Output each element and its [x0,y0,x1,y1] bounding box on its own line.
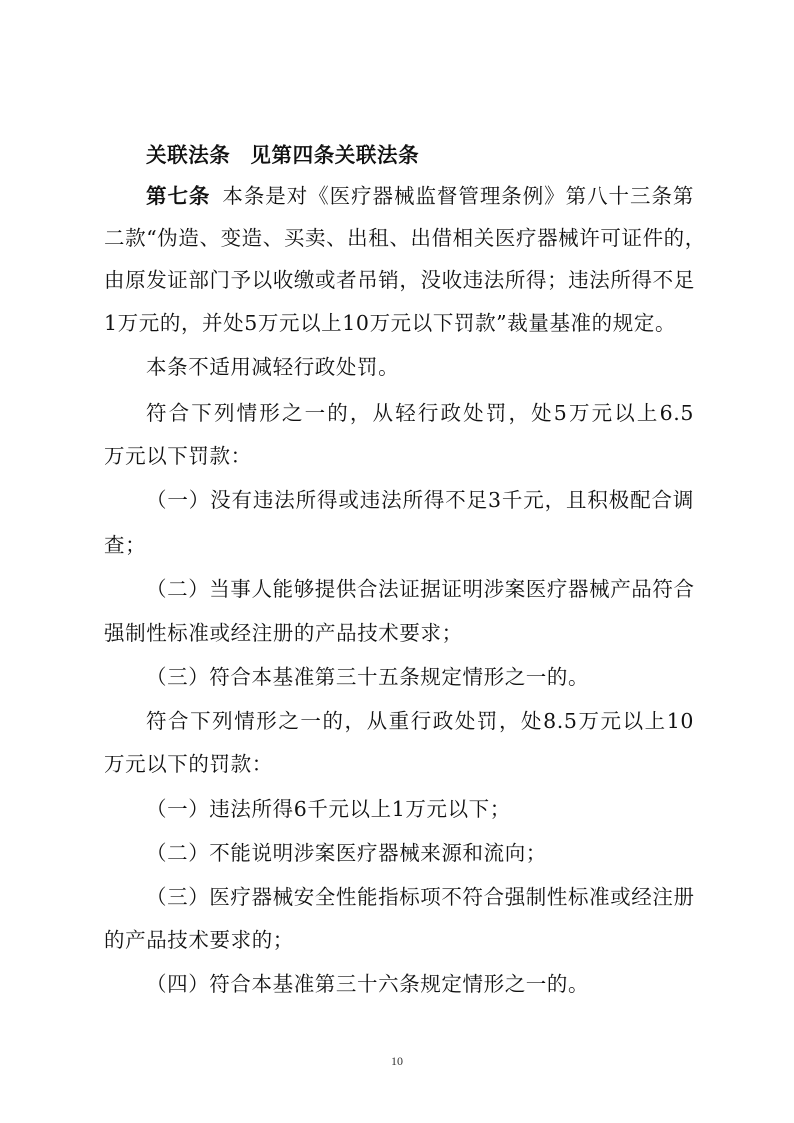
heavy-item-3-line-1: （三）医疗器械安全性能指标项不符合强制性标准或经注册 [146,885,695,909]
not-applicable-line: 本条不适用减轻行政处罚。 [146,355,400,379]
light-item-2-line-1: （二）当事人能够提供合法证据证明涉案医疗器械产品符合 [146,577,695,601]
light-intro-line-1: 符合下列情形之一的，从轻行政处罚，处5万元以上6.5 [146,401,694,425]
light-item-2-line-2: 强制性标准或经注册的产品技术要求； [104,621,463,645]
related-articles-line [146,140,736,170]
heavy-intro-line-1: 符合下列情形之一的，从重行政处罚，处8.5万元以上10 [146,709,694,733]
article-7-line-2: 二款“伪造、变造、买卖、出租、出借相关医疗器械许可证件的， [104,226,706,250]
article-7-label: 第七条 [146,184,211,208]
light-item-1-line-1: （一）没有违法所得或违法所得不足3千元，且积极配合调 [146,488,694,512]
light-intro-line-2: 万元以下罚款： [104,444,252,468]
page-number: 10 [391,1054,403,1068]
article-7-text-1: 本条是对《医疗器械监督管理条例》第八十三条第 [222,184,694,208]
heavy-item-1-line: （一）违法所得6千元以上1万元以下； [146,797,511,821]
heavy-item-3-line-2: 的产品技术要求的； [104,928,294,952]
heavy-item-2-line: （二）不能说明涉案医疗器械来源和流向； [146,841,547,865]
article-7-line-1 [146,181,694,211]
heavy-item-4-line: （四）符合本基准第三十六条规定情形之一的。 [146,972,590,996]
related-articles-label: 关联法条 [146,143,231,167]
light-item-1-line-2: 查； [104,533,147,557]
article-7-line-3: 由原发证部门予以收缴或者吊销，没收违法所得；违法所得不足 [104,268,695,292]
heavy-intro-line-2: 万元以下的罚款： [104,752,273,776]
related-articles-text: 见第四条关联法条 [250,143,420,167]
light-item-3-line: （三）符合本基准第三十五条规定情形之一的。 [146,665,590,689]
article-7-line-4: 1万元的，并处5万元以上10万元以下罚款”裁量基准的规定。 [104,311,677,335]
